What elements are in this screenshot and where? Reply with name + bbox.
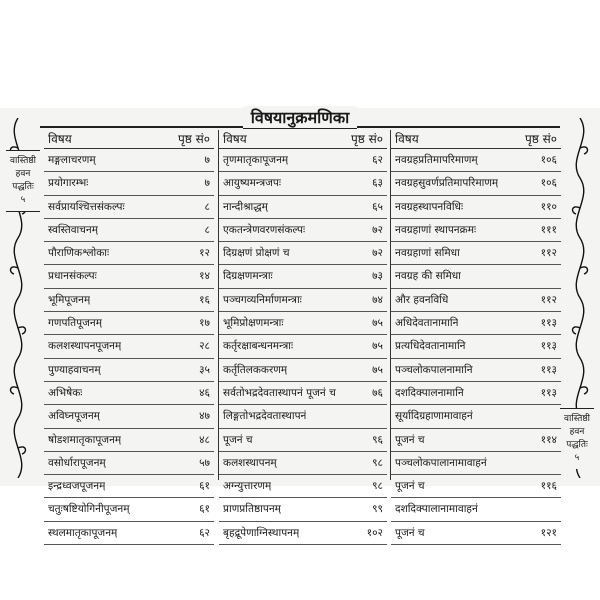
toc-entry (219, 359, 387, 382)
entry-topic: पञ्चलोकपालनामानि (395, 363, 473, 376)
entry-topic: कर्तृरक्षाबन्धनमन्त्राः (223, 340, 294, 353)
toc-entry (391, 452, 561, 475)
toc-entry (219, 265, 387, 288)
toc-entry (219, 405, 387, 428)
toc-entry (44, 172, 214, 195)
entry-page-number: ७५ (372, 340, 383, 353)
toc-column-1 (44, 130, 214, 539)
entry-topic: इन्द्रध्वजपूजनम् (48, 480, 106, 493)
page-header: पृष्ठ सं० (524, 132, 557, 146)
entry-topic: अधिदेवतानामानि (395, 317, 459, 330)
toc-entry (44, 242, 214, 265)
entry-page-number (553, 405, 557, 427)
entry-topic: वसोर्धारापूजनम् (48, 456, 106, 469)
column-header (391, 130, 561, 149)
entry-topic: प्रत्यधिदेवतानामानि (395, 340, 466, 353)
toc-entry (219, 172, 387, 195)
entry-topic: सूर्यादिग्रहाणामावाहनं (395, 410, 473, 423)
entry-topic: पञ्चलोकपालानामावाहनं (395, 456, 487, 469)
entry-page-number: १२१ (540, 526, 557, 539)
entry-page-number: १४ (199, 270, 210, 283)
toc-entry (219, 289, 387, 312)
entry-topic: प्राणप्रतिष्ठापनम् (223, 503, 281, 516)
left-margin-line2: हवन (15, 169, 31, 179)
entry-topic: पूजनं च (395, 480, 425, 493)
toc-entry (44, 405, 214, 428)
entry-topic: नवग्रहस्थापनविधिः (395, 200, 464, 213)
entry-topic: दशदिक्पालानामावाहनं (395, 503, 478, 516)
right-margin-line2: हवन (569, 427, 585, 437)
entry-page-number: ७ (204, 177, 210, 190)
entry-page-number: ५७ (199, 456, 210, 469)
entry-topic: नान्दीश्राद्धम् (223, 200, 268, 213)
entry-page-number: ७४ (372, 293, 383, 306)
entry-page-number: ७३ (372, 270, 383, 283)
entry-topic: सर्वतोभद्रदेवतास्थापनं पूजनं च (223, 386, 336, 399)
toc-rows (391, 149, 561, 545)
toc-entry (391, 382, 561, 405)
toc-entry (391, 359, 561, 382)
entry-page-number: ११० (540, 200, 557, 213)
left-margin-line4: ५ (20, 195, 26, 205)
entry-topic: नवग्रहाणां समिधा (395, 247, 460, 260)
right-margin-line1: वास्तिष्ठी (564, 414, 590, 424)
entry-topic: मङ्गलाचरणम् (48, 154, 96, 166)
page-header: पृष्ठ सं० (350, 132, 383, 146)
toc-entry (219, 149, 387, 172)
column-header (219, 130, 387, 149)
entry-page-number (379, 405, 383, 427)
page-title: विषयानुक्रमणिका (243, 106, 358, 129)
entry-topic: पौराणिकश्लोकाः (48, 247, 110, 260)
toc-entry (44, 149, 214, 172)
toc-column-2 (218, 130, 387, 539)
entry-page-number: ६१ (199, 480, 210, 493)
entry-topic: कलशस्थापनपूजनम् (48, 340, 122, 353)
toc-entry (391, 172, 561, 195)
entry-page-number: २८ (199, 340, 210, 353)
entry-topic: सर्वप्रायश्चित्तसंकल्पः (48, 200, 125, 213)
entry-page-number: ४७ (199, 410, 210, 423)
entry-topic: प्रधानसंकल्पः (48, 270, 97, 283)
entry-page-number: ७२ (372, 247, 383, 260)
entry-topic: अभिषेकः (48, 386, 83, 399)
toc-entry (44, 429, 214, 452)
entry-page-number: ६१ (199, 503, 210, 516)
entry-topic: नवग्रह की समिधा (395, 270, 461, 283)
toc-entry (44, 382, 214, 405)
toc-entry (44, 359, 214, 382)
entry-page-number: ११२ (540, 293, 557, 306)
toc-entry (391, 149, 561, 172)
column-header (44, 130, 214, 149)
toc-entry (44, 196, 214, 219)
entry-topic: दिग्रक्षणमन्त्राः (223, 270, 273, 283)
entry-page-number (553, 498, 557, 520)
entry-page-number: ९६ (372, 433, 383, 446)
toc-entry (391, 522, 561, 545)
title-wrap (0, 106, 600, 129)
entry-page-number: ११३ (540, 340, 557, 353)
toc-rows (44, 149, 214, 545)
entry-page-number (553, 265, 557, 287)
toc-entry (44, 219, 214, 242)
entry-topic: दशदिक्पालनामानि (395, 386, 464, 399)
toc-entry (391, 335, 561, 358)
toc-entry (219, 475, 387, 498)
toc-entry (219, 242, 387, 265)
toc-entry (44, 522, 214, 545)
toc-entry (391, 312, 561, 335)
toc-entry (219, 429, 387, 452)
entry-page-number: १२ (199, 247, 210, 260)
toc-entry (219, 196, 387, 219)
entry-topic: आयुष्यमन्त्रजपः (223, 177, 282, 190)
entry-topic: पूजनं च (395, 526, 425, 539)
toc-entry (391, 475, 561, 498)
entry-page-number: ९९ (372, 503, 383, 516)
toc-entry (391, 498, 561, 521)
toc-entry (219, 452, 387, 475)
entry-topic: षोडशमातृकापूजनम् (48, 433, 122, 446)
entry-page-number: ११२ (540, 247, 557, 260)
toc-entry (391, 429, 561, 452)
entry-page-number: ११६ (540, 480, 557, 493)
toc-entry (219, 312, 387, 335)
entry-topic: स्थलमातृकापूजनम् (48, 526, 118, 539)
entry-page-number: ११४ (540, 433, 557, 446)
entry-topic: नवग्रहसुवर्णप्रतिमापरिमाणम् (395, 177, 499, 190)
toc-entry (391, 242, 561, 265)
entry-page-number: ८ (204, 223, 210, 236)
entry-topic: पूजनं च (395, 433, 425, 446)
entry-page-number: १११ (540, 223, 557, 236)
entry-topic: बृहद्रूपेणाग्निस्थापनम् (223, 526, 300, 539)
toc-entry (44, 312, 214, 335)
toc-entry (391, 289, 561, 312)
entry-page-number: ११३ (540, 363, 557, 376)
entry-page-number: ११३ (540, 317, 557, 330)
entry-page-number: ६२ (372, 154, 383, 166)
toc-entry (219, 335, 387, 358)
entry-topic: नवग्रहप्रतिमापरिमाणम् (395, 154, 478, 166)
toc-entry (44, 452, 214, 475)
entry-topic: अविघ्नपूजनम् (48, 410, 100, 423)
entry-page-number (553, 452, 557, 474)
entry-page-number: ७६ (372, 386, 383, 399)
right-margin-line3: पद्धतिः (566, 440, 588, 450)
topic-header: विषय (395, 132, 419, 146)
entry-topic: भूमिपूजनम् (48, 293, 91, 306)
entry-page-number: ८ (204, 200, 210, 213)
entry-page-number: ४८ (199, 433, 210, 446)
toc-entry (219, 522, 387, 545)
toc-entry (44, 498, 214, 521)
right-margin-line4: ५ (574, 453, 580, 463)
toc-entry (391, 405, 561, 428)
toc-rows (219, 149, 387, 545)
left-margin-line3: पद्धतिः (12, 182, 34, 192)
entry-topic: गणपतिपूजनम् (48, 317, 103, 330)
entry-topic: प्रयोगारम्भः (48, 177, 89, 190)
toc-entry (219, 382, 387, 405)
entry-page-number: १६ (199, 293, 210, 306)
topic-header: विषय (223, 132, 247, 146)
entry-page-number: १०६ (540, 154, 557, 166)
topic-header: विषय (48, 132, 72, 146)
toc-entry (44, 289, 214, 312)
toc-entry (391, 265, 561, 288)
entry-page-number: ३५ (199, 363, 210, 376)
entry-topic: कलशस्थापनम् (223, 456, 277, 469)
entry-page-number: ७५ (372, 363, 383, 376)
right-margin-label (560, 408, 594, 469)
entry-topic: एकतन्त्रेणवरणसंकल्पः (223, 223, 306, 236)
entry-topic: चतुःषष्टियोगिनीपूजनम् (48, 503, 130, 516)
entry-topic: तृणमातृकापूजनम् (223, 154, 289, 166)
toc-entry (219, 498, 387, 521)
entry-page-number: १०६ (540, 177, 557, 190)
toc-entry (44, 335, 214, 358)
entry-page-number: ७२ (372, 223, 383, 236)
entry-page-number: ७ (204, 154, 210, 166)
entry-page-number: ९८ (372, 456, 383, 469)
entry-topic: अग्न्युत्तारणम् (223, 480, 272, 493)
entry-topic: पूजनं च (223, 433, 253, 446)
entry-page-number: ६३ (372, 177, 383, 190)
entry-topic: और हवनविधि (395, 293, 449, 306)
page-header: पृष्ठ सं० (177, 132, 210, 146)
entry-topic: स्वस्तिवाचनम् (48, 223, 99, 236)
entry-topic: भूमिप्रोक्षणमन्त्राः (223, 317, 284, 330)
toc-entry (219, 219, 387, 242)
entry-topic: पुण्याहवाचनम् (48, 363, 101, 376)
toc-entry (391, 196, 561, 219)
toc-column-3 (390, 130, 561, 539)
entry-page-number: ६५ (372, 200, 383, 213)
entry-page-number: १७ (199, 317, 210, 330)
left-margin-line1: वास्तिष्ठी (10, 156, 36, 166)
entry-page-number: ७५ (372, 317, 383, 330)
entry-page-number: ४६ (199, 386, 210, 399)
toc-entry (44, 265, 214, 288)
entry-topic: कर्तृतिलककरणम् (223, 363, 288, 376)
entry-page-number: ९८ (372, 480, 383, 493)
entry-page-number: ६२ (199, 526, 210, 539)
entry-page-number: ११३ (540, 386, 557, 399)
entry-topic: लिङ्गतोभद्रदेवतास्थापनं (223, 410, 307, 423)
entry-page-number: १०२ (366, 526, 383, 539)
toc-entry (391, 219, 561, 242)
entry-topic: नवग्रहाणां स्थापनक्रमः (395, 223, 477, 236)
entry-topic: पञ्चगव्यनिर्माणमन्त्राः (223, 293, 302, 306)
left-margin-label (6, 150, 40, 212)
entry-topic: दिग्रक्षणं प्रोक्षणं च (223, 247, 290, 260)
toc-entry (44, 475, 214, 498)
